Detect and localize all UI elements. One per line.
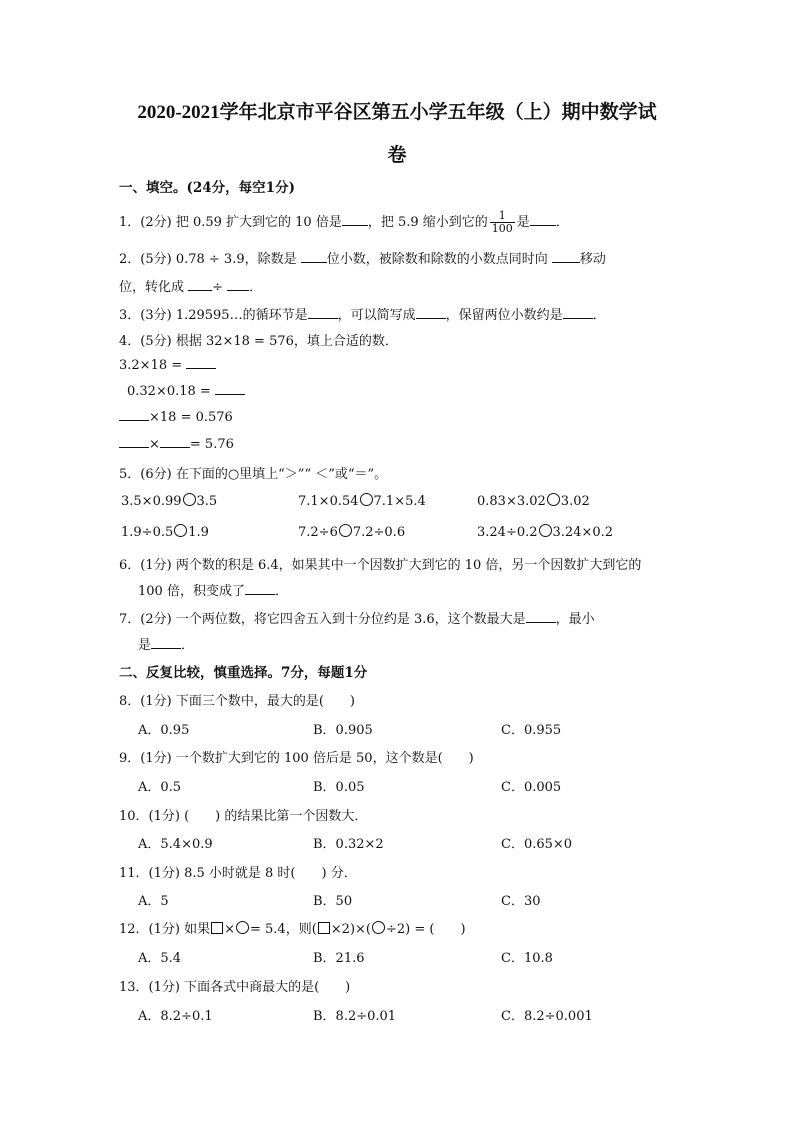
q5-item-3 [477,493,590,509]
q3-blank-1[interactable] [308,307,338,319]
q1-text-c: 是 [516,215,530,230]
q1-blank-2[interactable] [530,214,556,226]
q2-blank-1[interactable] [301,251,327,263]
q2-text-e: ÷ [212,280,228,295]
q4-row4-text: = 5.76 [189,437,234,452]
q5-item2-left: 7.1×0.54 [298,494,359,509]
question-5: 5．(6分) 在下面的○里填上“＞”“ ＜”或“＝”。 [119,467,388,482]
q13-option-c[interactable]: C．8.2÷0.001 [501,1009,593,1024]
q7-text-d: ． [181,638,195,653]
question-12 [119,918,466,937]
section2-heading: 二、反复比较，慎重选择。7分，每题1分 [119,665,368,681]
q4-blank-1[interactable] [186,357,216,369]
q5-item3-right: 3.02 [560,494,590,509]
square-icon [318,922,330,934]
q11-option-a[interactable]: A．5 [138,894,169,909]
q7-blank-2[interactable] [151,637,181,649]
q5-item-1 [121,493,217,509]
q11-option-b[interactable]: B．50 [313,894,353,909]
q7-blank-1[interactable] [526,611,556,623]
q12-option-a[interactable]: A．5.4 [138,951,182,966]
question-1 [119,210,569,235]
question-6-line2 [138,580,288,599]
question-9: 9．(1分) 一个数扩大到它的 100 倍后是 50，这个数是( ) [119,751,474,766]
q5-item3-left: 0.83×3.02 [477,494,546,509]
q1-text-b: ，把 5.9 缩小到它的 [367,215,488,230]
q2-text-b: 位小数，被除数和除数的小数点同时向 [326,252,552,267]
q4-row-3 [119,409,233,425]
question-4: 4．(5分) 根据 32×18 = 576，填上合适的数． [119,334,398,349]
q13-option-a[interactable]: A．8.2÷0.1 [138,1009,213,1024]
q5-item-5 [298,524,405,540]
q5-item5-right: 7.2÷0.6 [352,525,406,540]
q4-blank-2[interactable] [215,383,245,395]
question-7-line2 [138,634,194,653]
q3-text-a: 3．(3分) 1.29595…的循环节是 [119,308,308,323]
q7-text-a: 7．(2分) 一个两位数，将它四舍五入到十分位约是 3.6，这个数最大是 [119,612,526,627]
question-7-line1 [119,608,595,627]
q5-item-6 [477,524,613,540]
q10-option-c[interactable]: C．0.65×0 [501,837,573,852]
q9-option-a[interactable]: A．0.5 [138,780,182,795]
q3-text-c: ，保留两位小数约是 [445,308,563,323]
q6-text-c: ． [274,584,288,599]
q5-item1-left: 3.5×0.99 [121,494,182,509]
page-title-line1: 2020-2021学年北京市平谷区第五小学五年级（上）期中数学试 [137,102,657,123]
q5-item2-right: 7.1×5.4 [373,494,426,509]
compare-circle[interactable] [183,493,196,506]
q5-item4-right: 1.9 [188,525,209,540]
q5-item4-left: 1.9÷0.5 [121,525,174,540]
q4-blank-5[interactable] [160,436,190,448]
q12-text-d: ×2)×( [330,922,371,937]
q8-option-c[interactable]: C．0.955 [501,723,562,738]
q6-text-b: 100 倍，积变成了 [138,584,245,599]
q2-text-d: 位，转化成 [119,280,189,295]
q4-blank-4[interactable] [119,436,149,448]
q5-item5-left: 7.2÷6 [298,525,338,540]
q3-blank-2[interactable] [416,307,446,319]
question-8: 8．(1分) 下面三个数中，最大的是( ) [119,694,355,709]
page-title-line2: 卷 [387,145,407,166]
q2-blank-4[interactable] [227,279,249,291]
q3-text-d: ． [592,308,606,323]
q2-text-f: ． [249,280,263,295]
q2-blank-2[interactable] [552,251,580,263]
question-2-line1 [119,248,606,267]
q12-text-a: 12．(1分) 如果 [119,922,211,937]
compare-circle[interactable] [174,524,187,537]
compare-circle[interactable] [539,524,552,537]
q3-text-b: ，可以简写成 [337,308,416,323]
q9-option-b[interactable]: B．0.05 [313,780,365,795]
q4-row-4 [119,436,234,452]
q4-row-2 [127,383,245,399]
section1-heading: 一、填空。(24分，每空1分) [119,180,295,196]
compare-circle[interactable] [360,493,373,506]
question-2-line2 [119,276,262,295]
q6-blank-1[interactable] [245,583,275,595]
q12-text-c: = 5.4，则( [250,922,317,937]
question-10: 10．(1分) ( ) 的结果比第一个因数大． [119,809,368,824]
compare-circle[interactable] [339,524,352,537]
circle-icon [372,921,385,934]
q4-row4-times: × [149,437,160,452]
circle-icon [236,921,249,934]
q1-fraction [490,210,515,235]
question-11: 11．(1分) 8.5 小时就是 8 时( ) 分． [119,866,357,881]
q4-blank-3[interactable] [119,409,149,421]
q1-text-a: 1．(2分) 把 0.59 扩大到它的 10 倍是 [119,215,342,230]
q2-blank-3[interactable] [188,279,212,291]
compare-circle[interactable] [547,493,560,506]
q4-row3-text: ×18 = 0.576 [149,410,233,425]
q10-option-a[interactable]: A．5.4×0.9 [138,837,213,852]
q8-option-a[interactable]: A．0.95 [138,723,190,738]
question-6-line1: 6．(1分) 两个数的积是 6.4，如果其中一个因数扩大到它的 10 倍，另一个因数扩大到它的 [119,558,642,573]
q4-row2-text: 0.32×0.18 = [127,384,215,399]
q12-text-e: ÷2) = ( ) [385,922,466,937]
q12-text-b: × [224,922,235,937]
q1-frac-numerator: 1 [490,210,515,223]
q10-option-b[interactable]: B．0.32×2 [313,837,384,852]
q4-row-1 [119,357,216,373]
q5-item6-right: 3.24×0.2 [552,525,614,540]
q5-item-4 [121,524,209,540]
q4-row1-text: 3.2×18 = [119,358,187,373]
question-3 [119,304,606,323]
q12-option-c[interactable]: C．10.8 [501,951,553,966]
q1-blank-1[interactable] [342,214,368,226]
q5-item-2 [298,493,426,509]
q13-option-b[interactable]: B．8.2÷0.01 [313,1009,397,1024]
q3-blank-3[interactable] [563,307,593,319]
q7-text-b: ，最小 [555,612,595,627]
q9-option-c[interactable]: C．0.005 [501,780,562,795]
q12-option-b[interactable]: B．21.6 [313,951,365,966]
q5-item6-left: 3.24÷0.2 [477,525,538,540]
q11-option-c[interactable]: C．30 [501,894,541,909]
q8-option-b[interactable]: B．0.905 [313,723,373,738]
q5-item1-right: 3.5 [196,494,218,509]
q1-text-d: ． [555,215,569,230]
question-13: 13．(1分) 下面各式中商最大的是( ) [119,980,351,995]
q7-text-c: 是 [138,638,152,653]
q2-text-c: 移动 [579,252,606,267]
q1-frac-denominator: 100 [491,222,513,235]
q2-text-a: 2．(5分) 0.78 ÷ 3.9，除数是 [119,252,301,267]
square-icon [211,922,223,934]
